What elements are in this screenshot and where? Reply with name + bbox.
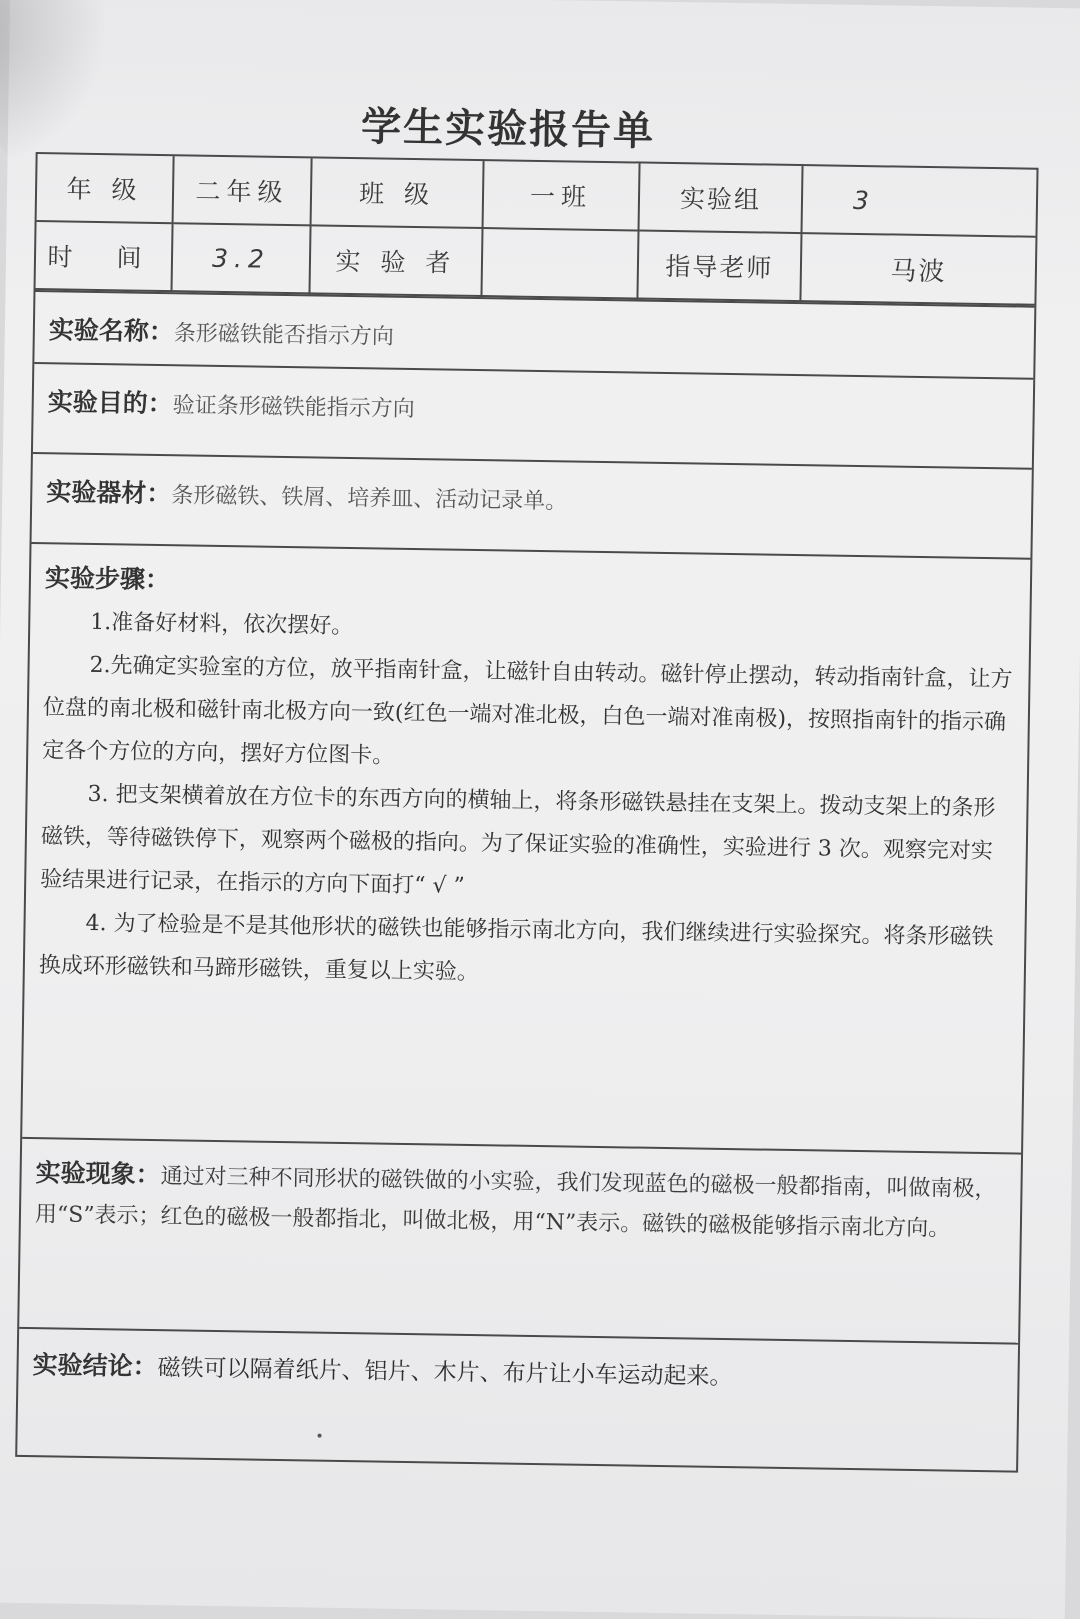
experiment-conclusion-value: 磁铁可以隔着纸片、铝片、木片、布片让小车运动起来。 xyxy=(157,1355,733,1391)
experiment-phenomenon-label: 实验现象： xyxy=(35,1158,161,1190)
time-label: 时 间 xyxy=(36,221,173,291)
teacher-value: 马波 xyxy=(800,233,1035,305)
experiment-equipment-section xyxy=(32,452,1032,558)
class-label: 班 级 xyxy=(311,158,484,228)
group-label: 实验组 xyxy=(639,164,803,234)
experiment-steps-section xyxy=(22,542,1030,1153)
experiment-phenomenon-value: 通过对三种不同形状的磁铁做的小实验，我们发现蓝色的磁极一般都指南，叫做南极，用“S”表示；红色的磁极一般都指北，叫做北极，用“N”表示。磁铁的磁极能够指示南北方向。 xyxy=(34,1164,997,1242)
group-value: 3 xyxy=(801,166,1036,237)
report-form xyxy=(15,152,1038,1473)
info-table xyxy=(36,154,1037,306)
page-title: 学生实验报告单 xyxy=(360,104,656,155)
experiment-equipment-value: 条形磁铁、铁屑、培养皿、活动记录单。 xyxy=(171,483,568,515)
experimenter-label: 实 验 者 xyxy=(309,225,482,296)
step-item: 1.准备好材料，依次摆好。 xyxy=(90,609,354,640)
experiment-phenomenon-section xyxy=(19,1137,1021,1343)
experiment-conclusion-section xyxy=(17,1327,1018,1471)
class-value: 一班 xyxy=(483,161,640,230)
experiment-purpose-label: 实验目的： xyxy=(47,387,173,419)
step-item: 2.先确定实验室的方位，放平指南针盒，让磁针自由转动。磁针停止摆动，转动指南针盒，让方位盘的南北极和磁针南北极方向一致(红色一端对准北极，白色一端对准南极)，按照指南针的指示确定各个方位的方向，摆好方位图卡。 xyxy=(42,652,1013,769)
ink-dot xyxy=(318,1434,322,1438)
time-value: 3.2 xyxy=(172,223,311,293)
experiment-conclusion-label: 实验结论： xyxy=(32,1350,158,1382)
experiment-name-label: 实验名称： xyxy=(48,315,175,347)
teacher-label: 指导老师 xyxy=(637,230,801,301)
experiment-name-value: 条形磁铁能否指示方向 xyxy=(173,321,395,350)
experiment-steps-label: 实验步骤： xyxy=(44,563,171,595)
step-item: 4. 为了检验是不是其他形状的磁铁也能够指示南北方向，我们继续进行实验探究。将条形磁铁换成环形磁铁和马蹄形磁铁，重复以上实验。 xyxy=(38,910,994,986)
experiment-purpose-section xyxy=(33,362,1033,468)
step-item: 3. 把支架横着放在方位卡的东西方向的横轴上，将条形磁铁悬挂在支架上。拨动支架上的条形磁铁，等待磁铁停下，观察两个磁极的指向。为了保证实验的准确性，实验进行 3 次。观察完对实验结果进行记录，在指示的方向下面打“ √ ” xyxy=(40,781,996,899)
experiment-equipment-label: 实验器材： xyxy=(46,477,172,509)
experiment-purpose-value: 验证条形磁铁能指示方向 xyxy=(172,393,415,423)
grade-label: 年 级 xyxy=(37,154,174,223)
experimenter-value xyxy=(481,228,638,298)
grade-value: 二年级 xyxy=(173,156,312,225)
